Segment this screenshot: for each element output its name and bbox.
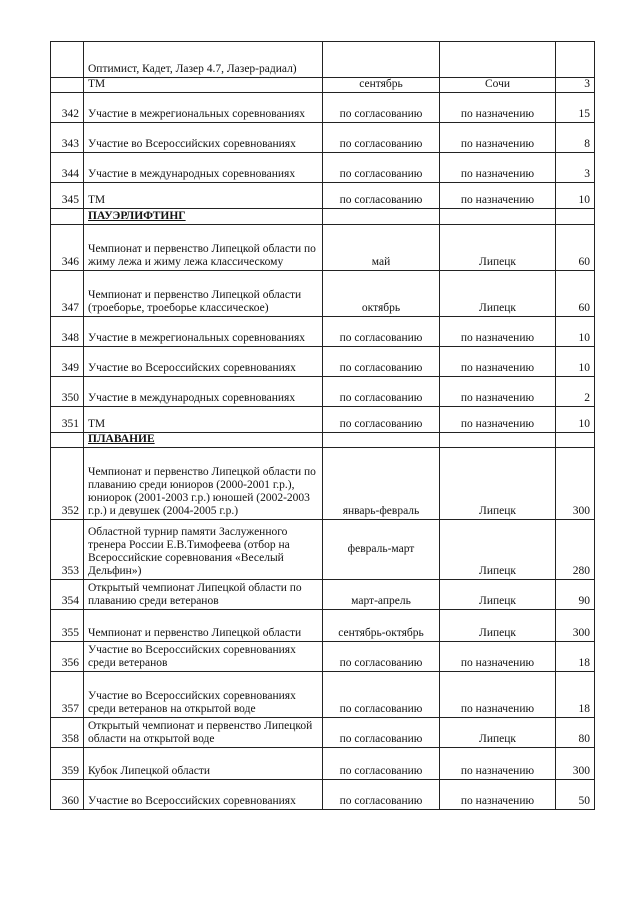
table-row [51, 153, 595, 183]
event-name-cell: Участие в международных соревнованиях [84, 153, 323, 183]
table-row [51, 377, 595, 407]
event-date-cell: сентябрь-октябрь [323, 610, 440, 642]
participants-count-cell: 300 [556, 610, 595, 642]
participants-count-cell: 90 [556, 580, 595, 610]
participants-count-cell [556, 42, 595, 78]
table-row [51, 642, 595, 672]
row-number-cell [51, 42, 84, 78]
event-location-cell: по назначению [440, 183, 556, 209]
event-name-cell: Участие в межрегиональных соревнованиях [84, 93, 323, 123]
event-date-cell: по согласованию [323, 317, 440, 347]
table-row [51, 271, 595, 317]
participants-count-cell: 8 [556, 123, 595, 153]
row-number-cell: 343 [51, 123, 84, 153]
event-date-cell [323, 209, 440, 225]
table-row [51, 123, 595, 153]
event-date-cell: сентябрь [323, 78, 440, 93]
event-location-cell: Липецк [440, 225, 556, 271]
row-number-cell: 353 [51, 520, 84, 580]
event-name-cell: Открытый чемпионат Липецкой области по плаванию среди ветеранов [84, 580, 323, 610]
event-date-cell: по согласованию [323, 642, 440, 672]
event-date-cell: по согласованию [323, 153, 440, 183]
event-date-cell: январь-февраль [323, 448, 440, 520]
event-name-cell: Участие в межрегиональных соревнованиях [84, 317, 323, 347]
event-date-cell: октябрь [323, 271, 440, 317]
event-date-cell [323, 433, 440, 448]
section-row [51, 433, 595, 448]
event-date-cell: по согласованию [323, 748, 440, 780]
participants-count-cell: 18 [556, 642, 595, 672]
row-number-cell: 356 [51, 642, 84, 672]
event-name-cell: ТМ [84, 183, 323, 209]
table-row [51, 407, 595, 433]
row-number-cell: 357 [51, 672, 84, 718]
event-name-cell: Участие во Всероссийских соревнованиях [84, 123, 323, 153]
event-location-cell: Сочи [440, 78, 556, 93]
event-date-cell: по согласованию [323, 123, 440, 153]
event-location-cell: по назначению [440, 780, 556, 810]
event-name-cell: Участие во Всероссийских соревнованиях [84, 347, 323, 377]
event-name-cell: ТМ [84, 78, 323, 93]
row-number-cell: 351 [51, 407, 84, 433]
row-number-cell: 347 [51, 271, 84, 317]
event-location-cell [440, 42, 556, 78]
section-title-cell: ПАУЭРЛИФТИНГ [84, 209, 323, 225]
event-date-cell [323, 42, 440, 78]
event-name-cell: ТМ [84, 407, 323, 433]
row-number-cell: 358 [51, 718, 84, 748]
participants-count-cell: 2 [556, 377, 595, 407]
table-row [51, 448, 595, 520]
table-row [51, 780, 595, 810]
event-location-cell: по назначению [440, 93, 556, 123]
event-location-cell: Липецк [440, 520, 556, 580]
row-number-cell [51, 209, 84, 225]
event-date-cell: по согласованию [323, 407, 440, 433]
participants-count-cell [556, 433, 595, 448]
event-name-cell: Чемпионат и первенство Липецкой области по плаванию среди юниоров (2000-2001 г.р.), юниорок (2001-2003 г.р.) юношей (2002-2003 г.р.) и девушек (2004-2005 г.р.) [84, 448, 323, 520]
table-row [51, 718, 595, 748]
participants-count-cell: 10 [556, 317, 595, 347]
participants-count-cell: 18 [556, 672, 595, 718]
table-row [51, 225, 595, 271]
event-location-cell [440, 433, 556, 448]
row-number-cell: 359 [51, 748, 84, 780]
row-number-cell: 345 [51, 183, 84, 209]
event-date-cell: по согласованию [323, 183, 440, 209]
row-number-cell: 350 [51, 377, 84, 407]
row-number-cell: 354 [51, 580, 84, 610]
participants-count-cell: 15 [556, 93, 595, 123]
table-row [51, 748, 595, 780]
row-number-cell: 346 [51, 225, 84, 271]
participants-count-cell: 80 [556, 718, 595, 748]
table-row [51, 42, 595, 78]
event-location-cell: Липецк [440, 718, 556, 748]
row-number-cell: 344 [51, 153, 84, 183]
event-location-cell: по назначению [440, 317, 556, 347]
table-row [51, 347, 595, 377]
event-name-cell: Чемпионат и первенство Липецкой области [84, 610, 323, 642]
event-location-cell: по назначению [440, 347, 556, 377]
event-location-cell: по назначению [440, 672, 556, 718]
event-name-cell: Участие в международных соревнованиях [84, 377, 323, 407]
table-row [51, 317, 595, 347]
event-location-cell: Липецк [440, 448, 556, 520]
event-name-cell: Открытый чемпионат и первенство Липецкой области на открытой воде [84, 718, 323, 748]
event-date-cell: по согласованию [323, 347, 440, 377]
participants-count-cell: 300 [556, 448, 595, 520]
table-row [51, 672, 595, 718]
table-row [51, 610, 595, 642]
event-name-cell: Чемпионат и первенство Липецкой области по жиму лежа и жиму лежа классическому [84, 225, 323, 271]
participants-count-cell: 60 [556, 271, 595, 317]
event-name-cell: Участие во Всероссийских соревнованиях среди ветеранов на открытой воде [84, 672, 323, 718]
participants-count-cell: 300 [556, 748, 595, 780]
section-row [51, 209, 595, 225]
event-name-cell: Оптимист, Кадет, Лазер 4.7, Лазер-радиал) [84, 42, 323, 78]
event-date-cell: май [323, 225, 440, 271]
row-number-cell: 348 [51, 317, 84, 347]
table-row [51, 93, 595, 123]
participants-count-cell: 60 [556, 225, 595, 271]
participants-count-cell: 10 [556, 347, 595, 377]
row-number-cell: 342 [51, 93, 84, 123]
event-date-cell: по согласованию [323, 718, 440, 748]
event-name-cell: Участие во Всероссийских соревнованиях [84, 780, 323, 810]
table-row [51, 183, 595, 209]
schedule-table-body [51, 42, 595, 810]
participants-count-cell: 280 [556, 520, 595, 580]
event-date-cell: по согласованию [323, 93, 440, 123]
table-row [51, 520, 595, 580]
event-name-cell: Кубок Липецкой области [84, 748, 323, 780]
event-date-cell: март-апрель [323, 580, 440, 610]
event-location-cell: Липецк [440, 271, 556, 317]
row-number-cell [51, 433, 84, 448]
row-number-cell: 349 [51, 347, 84, 377]
table-row [51, 78, 595, 93]
participants-count-cell: 10 [556, 407, 595, 433]
event-name-cell: Участие во Всероссийских соревнованиях среди ветеранов [84, 642, 323, 672]
event-location-cell: по назначению [440, 377, 556, 407]
event-location-cell: Липецк [440, 580, 556, 610]
section-title-cell: ПЛАВАНИЕ [84, 433, 323, 448]
event-location-cell: по назначению [440, 748, 556, 780]
schedule-table [50, 41, 595, 810]
event-location-cell: по назначению [440, 642, 556, 672]
table-row [51, 580, 595, 610]
participants-count-cell: 3 [556, 153, 595, 183]
participants-count-cell: 3 [556, 78, 595, 93]
event-location-cell: по назначению [440, 407, 556, 433]
event-date-cell: по согласованию [323, 780, 440, 810]
participants-count-cell [556, 209, 595, 225]
row-number-cell: 355 [51, 610, 84, 642]
event-name-cell: Чемпионат и первенство Липецкой области (троеборье, троеборье классическое) [84, 271, 323, 317]
row-number-cell [51, 78, 84, 93]
event-location-cell: по назначению [440, 153, 556, 183]
row-number-cell: 360 [51, 780, 84, 810]
event-date-cell: по согласованию [323, 377, 440, 407]
event-date-cell: февраль-март [323, 520, 440, 580]
row-number-cell: 352 [51, 448, 84, 520]
event-date-cell: по согласованию [323, 672, 440, 718]
event-location-cell [440, 209, 556, 225]
participants-count-cell: 50 [556, 780, 595, 810]
event-location-cell: Липецк [440, 610, 556, 642]
participants-count-cell: 10 [556, 183, 595, 209]
event-location-cell: по назначению [440, 123, 556, 153]
event-name-cell: Областной турнир памяти Заслуженного тренера России Е.В.Тимофеева (отбор на Всероссийские соревнования «Веселый Дельфин») [84, 520, 323, 580]
